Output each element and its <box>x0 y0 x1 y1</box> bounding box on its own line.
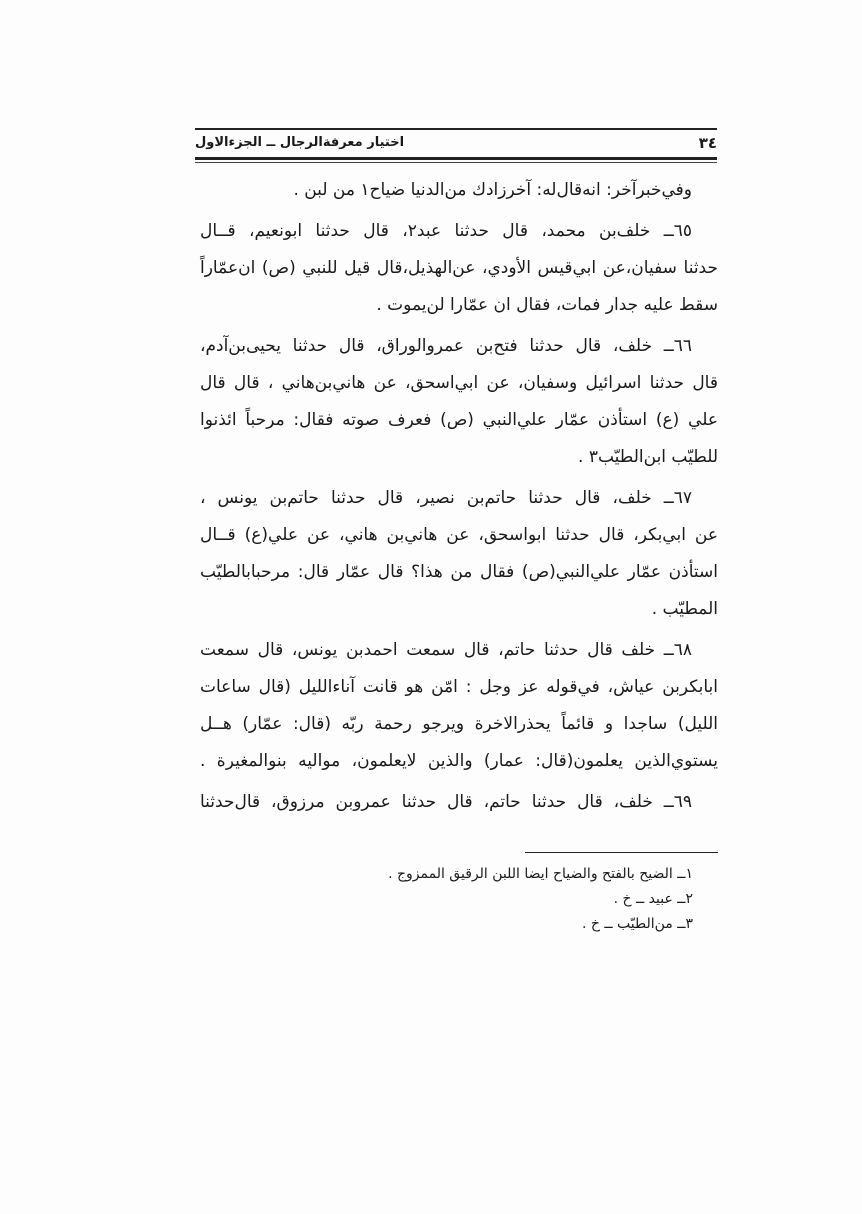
text-line: ٦٩ــ خلف، قال حدثنا حاتم، قال حدثنا عمروبن مرزوق، قال‌حدثنا <box>200 792 692 812</box>
text-line: سقط عليه جدار فمات، فقال ان عمّارا لن‌يموت . <box>376 295 718 315</box>
header-bottom-rule-thin <box>195 162 717 163</box>
text-line: ابابكربن عياش، في‌قوله عز وجل : امّن هو قانت آناءالليل (قال ساعات <box>200 677 718 697</box>
paragraph-68 <box>200 632 718 780</box>
text-line: ٦٦ــ خلف، قال حدثنا فتح‌بن عمروالوراق، قال حدثنا يحيى‌بن‌آدم، <box>200 336 692 356</box>
text-line: ٦٧ــ خلف، قال حدثنا حاتم‌بن نصير، قال حدثنا حاتم‌بن يونس ، <box>200 488 692 508</box>
text-line: للطيّب ابن‌الطيّب٣ . <box>578 447 718 467</box>
running-header <box>195 128 717 164</box>
text-line: علي (ع) استأذن عمّار علي‌النبي (ص) فعرف صوته فقال: مرحباً ائذنوا <box>200 410 718 430</box>
footnote-2: ٢ــ عبيد ــ خ . <box>613 891 693 907</box>
text-line: وفي‌خبرآخر: انه‌قال‌له: آخرزادك من‌الدنيا ضياح١ من لبن . <box>293 180 692 200</box>
text-line: قال حدثنا اسرائيل وسفيان، عن ابي‌اسحق، عن هاني‌بن‌هاني ، قال قال <box>200 373 718 393</box>
paragraph-65 <box>200 213 718 324</box>
text-line: حدثنا سفيان،عن ابي‌قيس الأودي، عن‌الهذيل،قال قيل للنبي (ص) ان‌عمّاراً <box>200 258 718 278</box>
paragraph-67 <box>200 480 718 628</box>
text-line: استأذن عمّار علي‌النبي(ص) فقال من هذا؟ قال عمّار قال: مرحبابالطيّب <box>200 562 718 582</box>
main-text <box>200 172 718 825</box>
text-line: الليل) ساجدا و قائماً يحذرالاخرة ويرجو رحمة ربّه (قال: عمّار) هــل <box>200 714 718 734</box>
paragraph-69 <box>200 784 718 821</box>
footnote-3: ٣ــ من‌الطيّب ــ خ . <box>582 916 693 932</box>
page-number: ٣٤ <box>698 134 717 152</box>
paragraph-66 <box>200 328 718 476</box>
running-title: اختيار معرفةالرجال ــ الجزءالاول <box>195 135 405 150</box>
text-line: يستوي‌الذين يعلمون(قال: عمار) والذين لايعلمون، مواليه بنوالمغيرة . <box>200 751 718 771</box>
footnote-separator <box>525 852 718 853</box>
text-line: المطيّب . <box>651 599 718 619</box>
footnote-1: ١ــ الضيح بالفتح والضياح ايضا اللبن الرقيق الممزوج . <box>388 866 693 882</box>
header-bottom-rule-thick <box>195 157 717 160</box>
text-line: ٦٥ــ خلف‌بن محمد، قال حدثنا عبد٢، قال حدثنا ابونعيم، قــال <box>200 221 692 241</box>
footnotes <box>300 862 718 937</box>
text-line: ٦٨ــ خلف قال حدثنا حاتم، قال سمعت احمدبن يونس، قال سمعت <box>200 640 692 660</box>
text-line: عن ابي‌بكر، قال حدثنا ابواسحق، عن هاني‌بن هاني، عن علي(ع) قــال <box>200 525 718 545</box>
header-top-rule <box>195 128 717 130</box>
paragraph-intro <box>200 172 718 209</box>
